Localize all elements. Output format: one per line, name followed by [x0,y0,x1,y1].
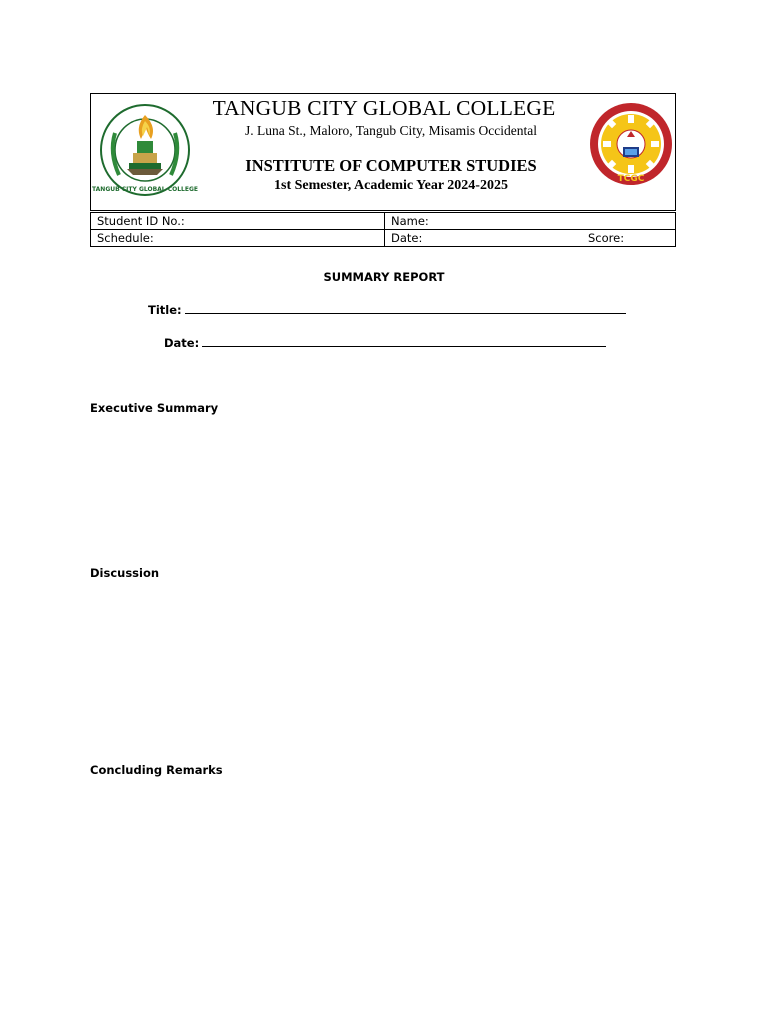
student-id-cell[interactable] [91,213,385,230]
student-info-table [90,212,676,247]
date-score-cell[interactable] [385,230,676,247]
title-field[interactable] [148,303,626,317]
concluding-remarks-heading: Concluding Remarks [90,763,223,777]
date-label: Date: [391,231,423,245]
date-field[interactable] [164,336,606,350]
schedule-cell[interactable] [91,230,385,247]
discussion-heading: Discussion [90,566,160,580]
institute-name: INSTITUTE OF COMPUTER STUDIES [245,156,537,175]
student-id-label: Student ID No.: [97,214,185,228]
date-blank-line [202,336,606,347]
semester-label: 1st Semester, Academic Year 2024-2025 [274,178,508,193]
table-row [91,213,676,230]
title-label: Title: [148,303,182,317]
ics-gear-seal-icon [589,101,673,187]
schedule-label: Schedule: [97,231,154,245]
title-blank-line [185,303,626,314]
right-logo-lettering: TCGC [617,174,645,184]
college-name: TANGUB CITY GLOBAL COLLEGE [212,96,556,120]
document-header [90,93,676,211]
table-row [91,230,676,247]
name-cell[interactable] [385,213,676,230]
score-label: Score: [588,231,625,245]
report-heading: SUMMARY REPORT [323,270,445,284]
left-logo-lettering: TANGUB CITY GLOBAL COLLEGE [92,186,198,193]
name-label: Name: [391,214,429,228]
college-address: J. Luna St., Maloro, Tangub City, Misamis Occidental [245,123,537,138]
report-date-label: Date: [164,336,200,350]
executive-summary-heading: Executive Summary [90,401,219,415]
